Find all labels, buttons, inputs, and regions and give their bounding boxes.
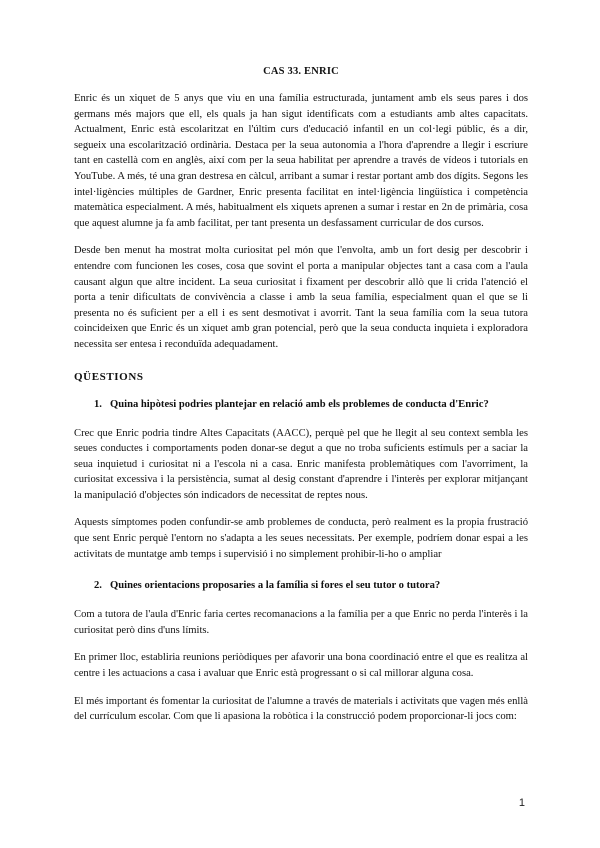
document-page — [74, 66, 528, 737]
intro-paragraph: Desde ben menut ha mostrat molta curiositat pel món que l'envolta, amb un fort desig per descobrir i entendre com funcionen les coses, cosa que sovint el porta a manipular objectes tant a casa com a l'aula causant algun que altre incident. La seua curiositat i fixament per descobrir allò que li crida l'atenció el porta a tenir dificultats de convivència a classe i amb la seua família, especialment quan el que se li presenta no és suficient per a ell i es sent desmotivat i avorrit. Tant la seua família com la seua tutora coincideixen que Enric és un xiquet amb gran potencial, però que la seua conducta inquieta i exploradora necessita ser entesa i reconduïda adequadament. — [74, 245, 528, 350]
page-number: 1 — [518, 797, 525, 809]
answer-paragraph: Aquests símptomes poden confundir-se amb problemes de conducta, però realment es la propia frustració que sent Enric perquè l'entorn no s'adapta a les seues necessitats. Per exemple, podríem donar espai a les activitats de muntatge amb temps i supervisió i no simplement prohibir-li-ho o ampliar — [74, 517, 528, 560]
question-heading — [94, 399, 528, 410]
answer-paragraph: En primer lloc, establiria reunions periòdiques per afavorir una bona coordinació entre el que es realitza al centre i les actuacions a casa i avaluar que Enric està progressant o si cal millorar alguna cosa. — [74, 652, 528, 680]
document-title: CAS 33. ENRIC — [263, 66, 339, 77]
answer-paragraph: Crec que Enric podria tindre Altes Capacitats (AACC), perquè pel que he llegit al seu context sembla les seues conductes i comportaments poden donar-se degut a que no troba suficients estímuls per a saciar la seua inquietud i curiositat ni a l'escola ni a casa. Enric manifesta problemàtiques com l'avorriment, la curiositat excessiva i la persistència, sumat al desig constant d'aprendre i l'interès per explorar mitjançant la manipulació d'objectes són indicadors de necessitat de reptes nous. — [74, 427, 528, 501]
answer-paragraph: El més important és fomentar la curiositat de l'alumne a través de materials i activitats que vagen més enllà del currículum escolar. Com que li apasiona la robòtica i la construcció podem proporcionar-li jocs com: — [74, 695, 528, 723]
question-text: Quines orientacions proposaries a la família si fores el seu tutor o tutora? — [110, 580, 441, 592]
answer-paragraph: Com a tutora de l'aula d'Enric faria certes recomanacions a la família per a que Enric no perda l'interès i la curiositat però dins d'uns límits. — [74, 609, 528, 636]
section-heading: QÜESTIONS — [74, 370, 144, 383]
question-number: 1. — [94, 398, 102, 410]
question-number: 2. — [94, 580, 102, 592]
question-heading — [94, 580, 528, 591]
question-text: Quina hipòtesi podries plantejar en relació amb els problemes de conducta d'Enric? — [110, 398, 489, 410]
intro-paragraph: Enric és un xiquet de 5 anys que viu en una família estructurada, juntament amb els seus pares i dos germans més majors que ell, els quals ja han sigut identificats com a estudiants amb altes capacitats. Actualment, Enric està escolaritzat en l'últim curs d'educació infantil en un col·legi públic, és a dir, segueix una escolarització ordinària. Destaca per la seua autonomia a l'hora d'aprendre a llegir i escriure tant en castellà com en anglès, així com per la seua habilitat per aprendre a través de vídeos i tutorials en YouTube. A més, té una gran destresa en càlcul, arribant a sumar i restar portant amb dos dígits. Segons les intel·ligències múltiples de Gardner, Enric presenta facilitat en intel·ligència lingüística i competència matemàtica especialment. A més, habitualment els xiquets aprenen a sumar i restar en 2n de primària, cosa que aquest alumne ja fa amb facilitat, per tant presenta un desfassament curricular de dos cursos. — [74, 93, 528, 229]
